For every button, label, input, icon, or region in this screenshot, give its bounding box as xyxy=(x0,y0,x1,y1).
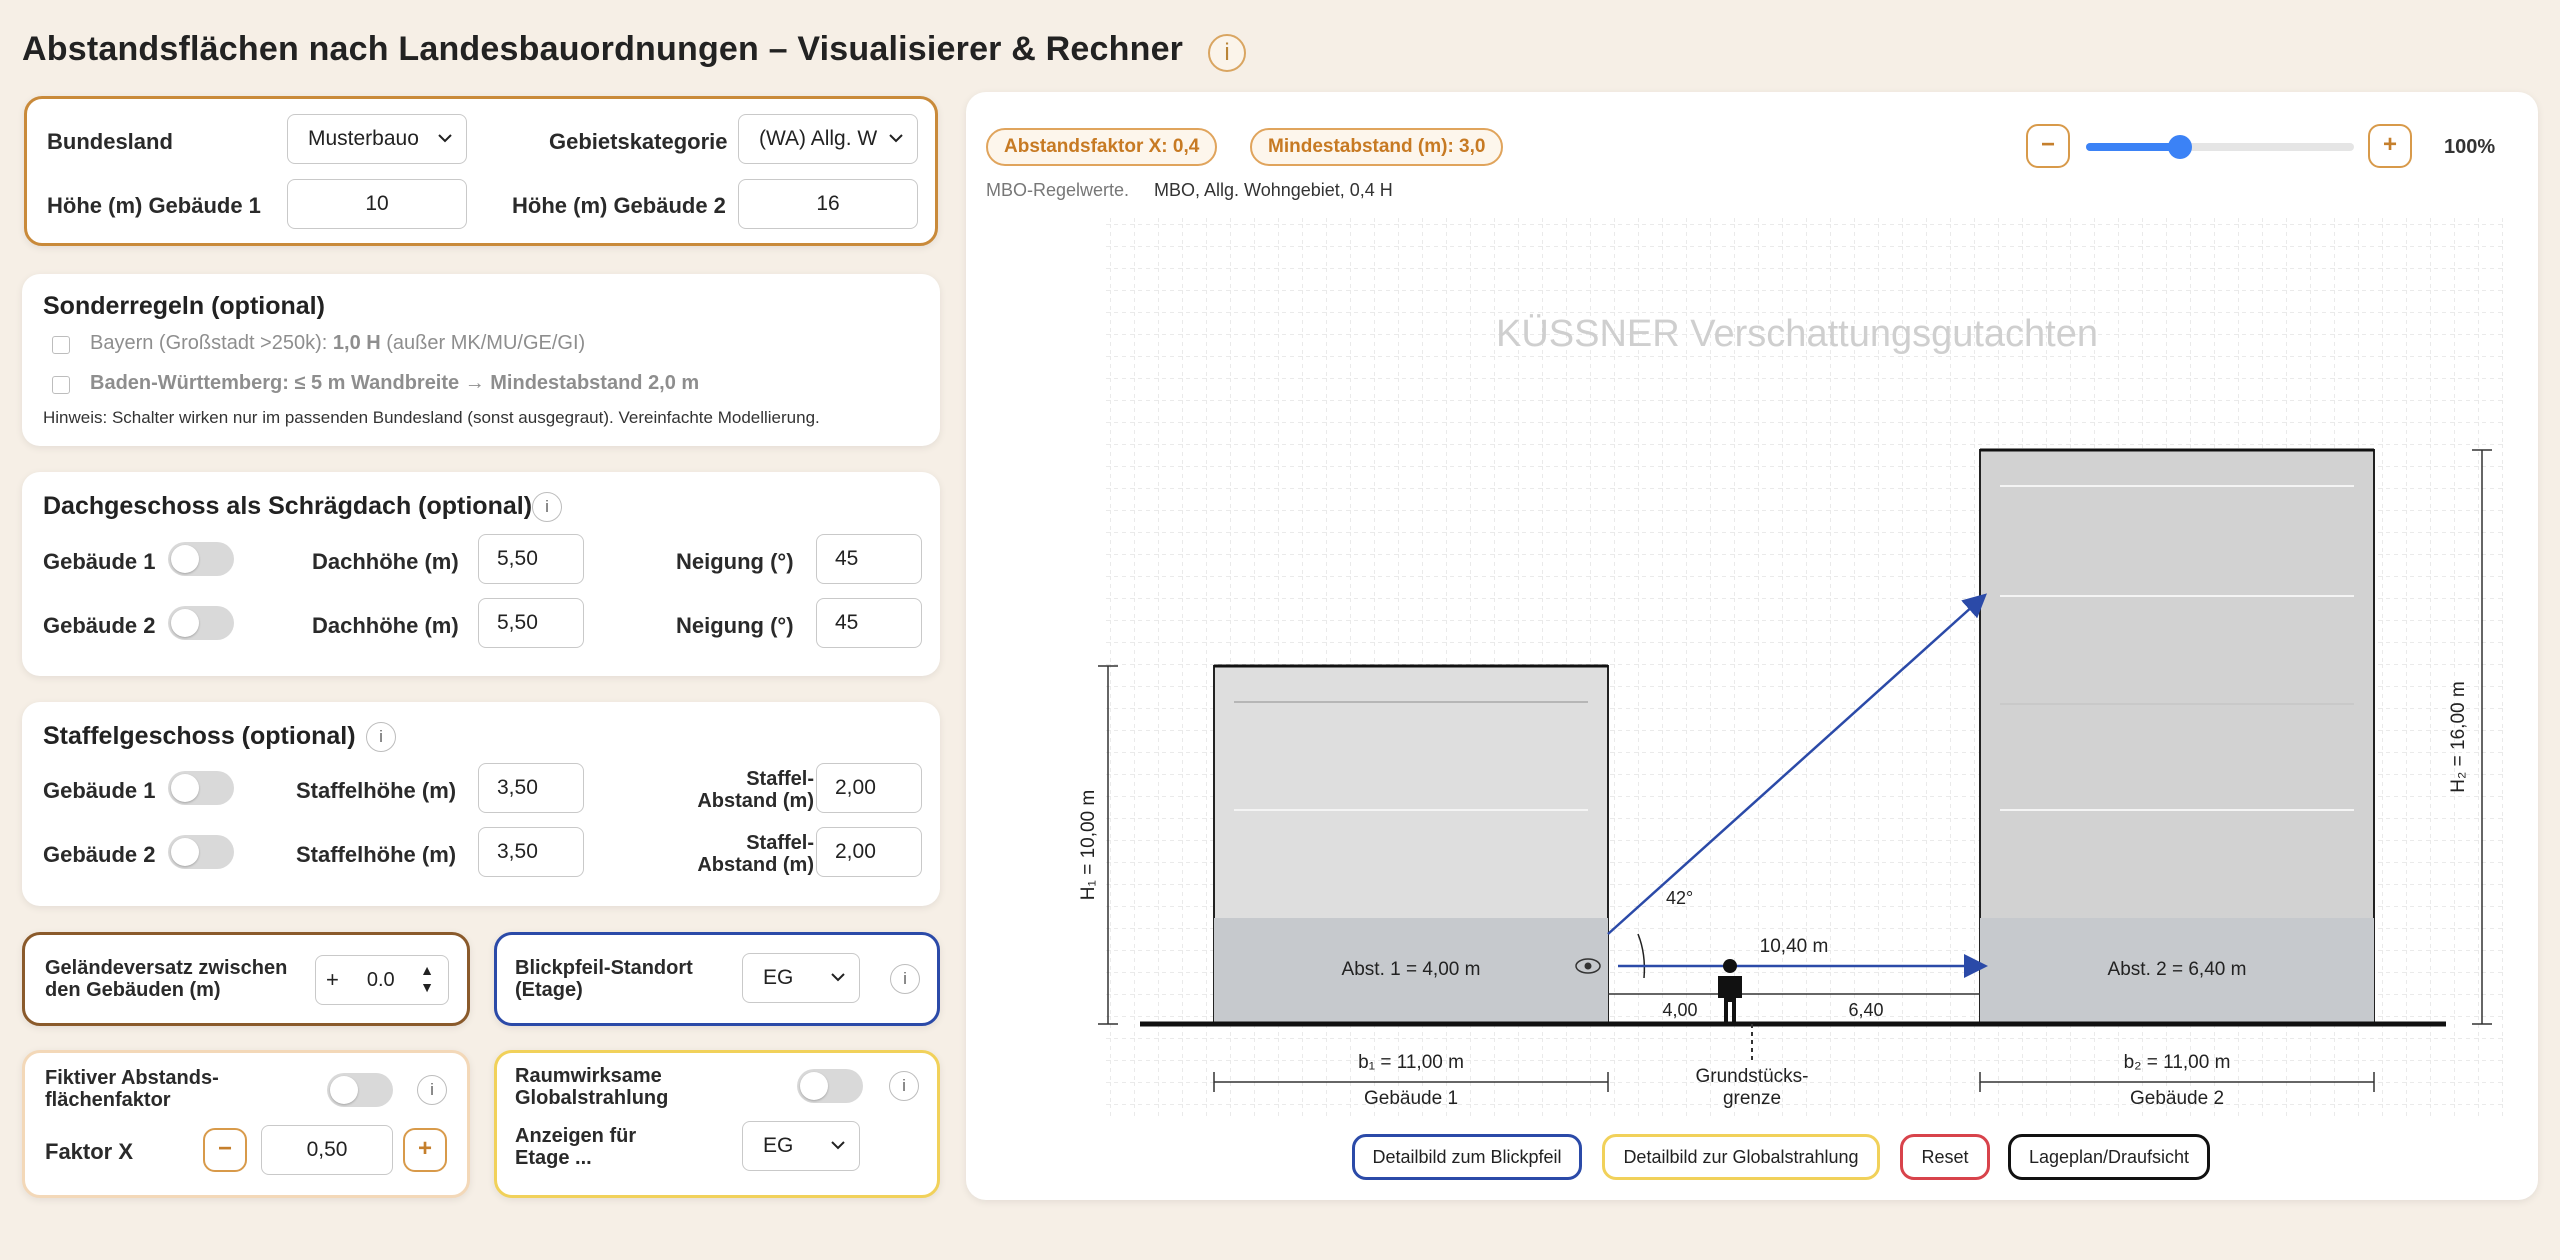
rule-label: MBO-Regelwerte. xyxy=(986,180,1130,200)
chevron-down-icon xyxy=(827,1134,849,1156)
blickpfeil-label-line1: Blickpfeil-Standort xyxy=(515,957,693,979)
visualization-panel xyxy=(966,92,2538,1200)
info-icon[interactable]: i xyxy=(890,964,920,994)
staffel-g2-label: Gebäude 2 xyxy=(43,842,156,867)
bayern-checkbox[interactable] xyxy=(52,336,70,354)
staffel-g1-label: Gebäude 1 xyxy=(43,778,156,803)
boundary-label-line1: Grundstücks- xyxy=(1695,1066,1809,1087)
staffelhoehe-label: Staffelhöhe (m) xyxy=(296,778,457,803)
etage-select[interactable] xyxy=(742,1121,860,1171)
bundesland-label: Bundesland xyxy=(47,129,173,154)
globalstrahlung-label-line1: Raumwirksame xyxy=(515,1065,662,1087)
h1-label: H₁ = 10,00 m xyxy=(1078,789,1099,901)
gelaende-plus: + xyxy=(326,967,339,992)
bayern-rule-value: 1,0 H xyxy=(332,332,381,354)
dach-g2-toggle[interactable] xyxy=(168,606,234,640)
fiktiv-label-line1: Fiktiver Abstands- xyxy=(45,1067,219,1089)
staffel-g1-toggle[interactable] xyxy=(168,771,234,805)
etage-label-line2: Etage ... xyxy=(515,1147,592,1169)
gebiet-label: Gebietskategorie xyxy=(549,129,728,154)
fiktiv-toggle[interactable] xyxy=(327,1073,393,1107)
dach-g1-label: Gebäude 1 xyxy=(43,549,156,574)
zoom-in-button[interactable]: + xyxy=(2368,124,2412,168)
dachhoehe-label: Dachhöhe (m) xyxy=(312,549,459,574)
hoehe1-input[interactable]: 10 xyxy=(287,179,467,229)
staffel-g2-toggle[interactable] xyxy=(168,835,234,869)
chevron-down-icon xyxy=(434,127,456,149)
segment1-label: 4,00 xyxy=(1662,1000,1698,1020)
bw-rule-value: 2,0 m xyxy=(648,372,700,394)
zoom-level: 100% xyxy=(2444,136,2496,158)
dach-g2-label: Gebäude 2 xyxy=(43,613,156,638)
etage-label-line1: Anzeigen für xyxy=(515,1125,637,1147)
gelaende-stepper[interactable] xyxy=(315,955,449,1005)
dach-panel xyxy=(22,472,940,676)
gelaende-label-line1: Geländeversatz zwischen xyxy=(45,957,288,979)
info-icon[interactable]: i xyxy=(889,1071,919,1101)
dach-g2-hoehe-input[interactable]: 5,50 xyxy=(478,598,584,648)
staffel-abstand-label xyxy=(662,768,814,812)
staffel-abstand-label-line1: Staffel- xyxy=(746,832,814,854)
watermark: KÜSSNER Verschattungsgutachten xyxy=(1496,313,2099,355)
reset-button[interactable]: Reset xyxy=(1900,1134,1990,1180)
neigung-label: Neigung (°) xyxy=(676,549,794,574)
staffel-g1-hoehe-input[interactable]: 3,50 xyxy=(478,763,584,813)
mindestabstand-badge: Mindestabstand (m): 3,0 xyxy=(1250,128,1503,166)
fiktiv-label xyxy=(45,1067,219,1111)
faktor-label: Faktor X xyxy=(45,1139,134,1164)
gelaende-label xyxy=(45,957,287,1001)
bayern-rule-suffix: (außer MK/MU/GE/GI) xyxy=(380,332,586,354)
etage-value: EG xyxy=(763,1134,794,1157)
segment2-label: 6,40 xyxy=(1848,1000,1884,1020)
dachhoehe-label: Dachhöhe (m) xyxy=(312,613,459,638)
gelaende-panel xyxy=(22,932,470,1026)
blickpfeil-panel xyxy=(494,932,940,1026)
angle-label: 42° xyxy=(1666,888,1694,908)
staffel-abstand-label-line2: Abstand (m) xyxy=(697,790,814,812)
detail-blickpfeil-button[interactable]: Detailbild zum Blickpfeil xyxy=(1352,1134,1582,1180)
fiktiv-panel xyxy=(22,1050,470,1198)
info-icon[interactable]: i xyxy=(366,722,396,752)
neigung-label: Neigung (°) xyxy=(676,613,794,638)
staffel-g2-abstand-input[interactable]: 2,00 xyxy=(816,827,922,877)
globalstrahlung-label-line2: Globalstrahlung xyxy=(515,1087,669,1109)
blickpfeil-label xyxy=(515,957,693,1001)
stepper-arrows-icon[interactable]: ▲ ▼ xyxy=(420,962,434,995)
faktor-decrease-button[interactable]: − xyxy=(203,1128,247,1172)
bundesland-select[interactable] xyxy=(287,114,467,164)
globalstrahlung-toggle[interactable] xyxy=(797,1069,863,1103)
staffel-abstand-label-line2: Abstand (m) xyxy=(697,854,814,876)
zoom-out-button[interactable]: − xyxy=(2026,124,2070,168)
info-icon[interactable]: i xyxy=(532,492,562,522)
faktor-input[interactable]: 0,50 xyxy=(261,1125,393,1175)
abst2-label: Abst. 2 = 6,40 m xyxy=(2107,959,2247,980)
b2-label: b₂ = 11,00 m xyxy=(2123,1052,2231,1073)
rule-value: MBO, Allg. Wohngebiet, 0,4 H xyxy=(1154,180,1393,200)
etage-label xyxy=(515,1125,636,1169)
blickpfeil-select[interactable] xyxy=(742,953,860,1003)
sonderregeln-panel xyxy=(22,274,940,446)
faktor-increase-button[interactable]: + xyxy=(403,1128,447,1172)
h2-label: H₂ = 16,00 m xyxy=(2448,681,2469,793)
staffel-g2-hoehe-input[interactable]: 3,50 xyxy=(478,827,584,877)
gelaende-label-line2: den Gebäuden (m) xyxy=(45,979,221,1001)
bw-rule-label xyxy=(90,372,699,395)
dach-g1-hoehe-input[interactable]: 5,50 xyxy=(478,534,584,584)
bw-checkbox[interactable] xyxy=(52,376,70,394)
fiktiv-label-line2: flächenfaktor xyxy=(45,1089,171,1111)
info-icon[interactable]: i xyxy=(1208,34,1246,72)
hoehe2-label: Höhe (m) Gebäude 2 xyxy=(512,193,726,218)
hoehe2-input[interactable]: 16 xyxy=(738,179,918,229)
globalstrahlung-label xyxy=(515,1065,668,1109)
info-icon[interactable]: i xyxy=(417,1075,447,1105)
staffel-panel xyxy=(22,702,940,906)
sonderregeln-hint: Hinweis: Schalter wirken nur im passenden Bundesland (sonst ausgegraut). Vereinfachte Modellierung. xyxy=(43,408,820,427)
bw-rule-prefix: Baden-Württemberg: ≤ 5 m Wandbreite → Mindestabstand xyxy=(90,372,649,394)
gebiet-select[interactable] xyxy=(738,114,918,164)
staffel-g1-abstand-input[interactable]: 2,00 xyxy=(816,763,922,813)
abst1-label: Abst. 1 = 4,00 m xyxy=(1341,959,1481,980)
dach-g2-neigung-input[interactable]: 45 xyxy=(816,598,922,648)
page-title: Abstandsflächen nach Landesbauordnungen – Visualisierer & Rechner xyxy=(22,30,1184,68)
hoehe1-label: Höhe (m) Gebäude 1 xyxy=(47,193,261,218)
chevron-down-icon xyxy=(885,127,907,149)
bayern-rule-prefix: Bayern (Großstadt >250k): xyxy=(90,332,333,354)
blickpfeil-value: EG xyxy=(763,966,794,989)
lageplan-button[interactable]: Lageplan/Draufsicht xyxy=(2008,1134,2210,1180)
distance-label: 10,40 m xyxy=(1759,936,1829,957)
abstandsflaechen-diagram xyxy=(966,92,2538,1200)
staffel-abstand-label xyxy=(662,832,814,876)
abstandsfaktor-badge: Abstandsfaktor X: 0,4 xyxy=(986,128,1217,166)
building-1-name: Gebäude 1 xyxy=(1363,1088,1459,1109)
boundary-label-line2: grenze xyxy=(1722,1088,1782,1109)
staffel-title: Staffelgeschoss (optional) xyxy=(43,722,356,750)
staffelhoehe-label: Staffelhöhe (m) xyxy=(296,842,457,867)
globalstrahlung-panel xyxy=(494,1050,940,1198)
sonderregeln-title: Sonderregeln (optional) xyxy=(43,292,325,320)
blickpfeil-label-line2: (Etage) xyxy=(515,979,583,1001)
b1-label: b₁ = 11,00 m xyxy=(1358,1052,1464,1073)
chevron-down-icon xyxy=(827,966,849,988)
dach-title: Dachgeschoss als Schrägdach (optional) xyxy=(43,492,533,520)
staffel-abstand-label-line1: Staffel- xyxy=(746,768,814,790)
building-2-name: Gebäude 2 xyxy=(2129,1088,2225,1109)
gebiet-value: (WA) Allg. W xyxy=(759,127,878,150)
detail-globalstrahlung-button[interactable]: Detailbild zur Globalstrahlung xyxy=(1602,1134,1880,1180)
gelaende-value: 0.0 xyxy=(366,968,395,991)
bundesland-value: Musterbauo xyxy=(308,127,419,150)
dach-g1-toggle[interactable] xyxy=(168,542,234,576)
bayern-rule-label xyxy=(90,332,585,355)
base-settings-panel xyxy=(24,96,938,246)
dach-g1-neigung-input[interactable]: 45 xyxy=(816,534,922,584)
